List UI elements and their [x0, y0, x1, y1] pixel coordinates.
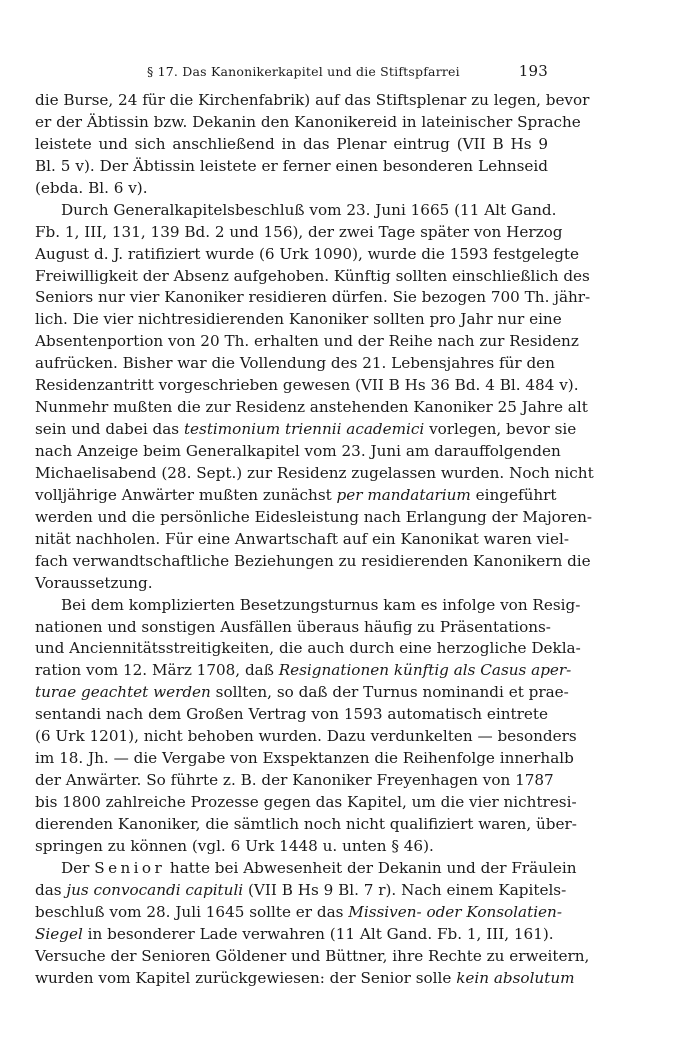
text-line — [35, 353, 555, 375]
text-segment: hatte bei Abwesenheit der Dekanin und der Fräulein — [165, 858, 577, 877]
text-segment: Bl. 5 v). Der Äbtissin leistete er ferner einen besonderen Lehnseid — [35, 156, 548, 175]
text-line — [35, 507, 592, 529]
italic-text: Resignationen künftig als Casus aper- — [278, 661, 572, 680]
italic-text: Missiven- oder Konsolatien- — [348, 902, 562, 921]
text-line — [35, 924, 554, 946]
text-segment: Michaelisabend (28. Sept.) zur Residenz zugelassen wurden. Noch nicht — [35, 463, 594, 482]
text-segment: die Burse, 24 für die Kirchenfabrik) auf das Stiftsplenar zu legen, bevor — [35, 91, 590, 109]
text-segment: August d. J. ratifiziert wurde (6 Urk 1090), wurde die 1593 festgelegte — [35, 244, 580, 263]
text-segment: Fb. 1, III, 131, 139 Bd. 2 und 156), der zwei Tage später von Herzog — [35, 222, 563, 241]
text-segment: Seniors nur vier Kanoniker residieren dürfen. Sie bezogen 700 Th. jähr- — [35, 288, 591, 307]
text-line — [35, 222, 563, 244]
text-line — [35, 595, 581, 617]
text-segment: (6 Urk 1201), nicht behoben wurden. Dazu verdunkelten — besonders — [35, 727, 577, 746]
body-text — [35, 90, 594, 989]
text-line — [35, 134, 548, 156]
text-segment: sollten, so daß der Turnus nominandi et prae- — [210, 683, 569, 702]
text-segment: Absentenportion von 20 Th. erhalten und der Reihe nach zur Residenz — [35, 332, 579, 351]
text-segment: nach Anzeige beim Generalkapitel vom 23. Juni am darauffolgenden — [35, 442, 561, 460]
text-line — [35, 485, 557, 507]
text-segment: Bei dem komplizierten Besetzungsturnus kam es infolge von Resig- — [61, 595, 581, 614]
text-line — [35, 682, 569, 704]
text-segment: (VII B Hs 9 Bl. 7 r). Nach einem Kapitels- — [243, 880, 567, 899]
text-segment: in besonderer Lade verwahren (11 Alt Gand. Fb. 1, III, 161). — [82, 924, 554, 943]
text-line — [35, 792, 577, 814]
text-line — [35, 156, 548, 178]
italic-text: testimonium triennii academici — [183, 420, 425, 439]
text-line — [35, 463, 594, 485]
page-number: 193 — [518, 62, 548, 80]
text-line — [35, 704, 548, 726]
text-line — [35, 90, 590, 112]
text-segment: leistete und sich anschließend in das Plenar eintrug (VII B Hs 9 — [35, 134, 548, 153]
text-segment: Freiwilligkeit der Absenz aufgehoben. Künftig sollten einschließlich des — [35, 266, 590, 285]
text-line — [35, 638, 581, 660]
text-segment: eingeführt — [470, 485, 557, 504]
text-line — [35, 266, 590, 288]
text-line — [35, 244, 580, 266]
text-segment: lich. Die vier nichtresidierenden Kanoniker sollten pro Jahr nur eine — [35, 310, 562, 329]
text-segment: das — [35, 880, 67, 899]
text-line — [35, 617, 551, 639]
text-segment: im 18. Jh. — die Vergabe von Exspektanzen die Reihenfolge innerhalb — [35, 749, 574, 768]
text-segment: beschluß vom 28. Juli 1645 sollte er das — [35, 902, 349, 921]
text-segment: werden und die persönliche Eidesleistung nach Erlangung der Majoren- — [35, 507, 592, 526]
text-segment: Residenzantritt vorgeschrieben gewesen (VII B Hs 36 Bd. 4 Bl. 484 v). — [35, 376, 579, 395]
text-line — [35, 287, 591, 309]
text-segment: und Anciennitätsstreitigkeiten, die auch durch eine herzogliche Dekla- — [35, 639, 581, 658]
text-line — [35, 770, 554, 792]
text-line — [35, 397, 588, 419]
text-segment: ration vom 12. März 1708, daß — [35, 661, 279, 680]
text-segment: Voraussetzung. — [35, 573, 153, 592]
italic-text: turae geachtet werden — [35, 683, 211, 702]
text-line — [35, 375, 579, 397]
text-line — [35, 880, 567, 902]
text-line — [35, 112, 581, 134]
italic-text: kein absolutum — [456, 968, 575, 987]
text-segment: springen zu können (vgl. 6 Urk 1448 u. unten § 46). — [35, 836, 434, 855]
text-segment: dierenden Kanoniker, die sämtlich noch nicht qualifiziert waren, über- — [35, 814, 577, 833]
text-line — [35, 946, 590, 968]
text-line — [35, 551, 591, 573]
text-segment: Nunmehr mußten die zur Residenz anstehenden Kanoniker 25 Jahre alt — [35, 398, 588, 417]
book-page — [35, 62, 594, 989]
text-line — [35, 858, 577, 880]
text-line — [35, 309, 562, 331]
text-line — [35, 814, 577, 836]
spaced-text: Senior — [94, 858, 166, 877]
text-line — [35, 836, 548, 858]
text-line — [35, 726, 577, 748]
text-line — [35, 529, 569, 551]
text-segment: Durch Generalkapitelsbeschluß vom 23. Juni 1665 (11 Alt Gand. — [61, 200, 557, 219]
text-line — [35, 968, 575, 990]
text-segment: der Anwärter. So führte z. B. der Kanoniker Freyenhagen von 1787 — [35, 771, 554, 790]
text-segment: sein und dabei das — [35, 420, 184, 439]
text-line — [35, 178, 548, 200]
text-line — [35, 419, 577, 441]
text-line — [35, 331, 579, 353]
text-segment: bis 1800 zahlreiche Prozesse gegen das Kapitel, um die vier nichtresi- — [35, 793, 577, 811]
text-line — [35, 200, 557, 222]
text-segment: sentandi nach dem Großen Vertrag von 1593 automatisch eintrete — [35, 705, 548, 724]
italic-text: jus convocandi capituli — [66, 880, 244, 899]
text-line — [35, 573, 548, 595]
text-segment: aufrücken. Bisher war die Vollendung des 21. Lebensjahres für den — [35, 354, 555, 373]
text-line — [35, 660, 572, 682]
text-segment: Versuche der Senioren Göldener und Büttner, ihre Rechte zu erweitern, — [35, 946, 590, 965]
italic-text: per mandatarium — [336, 485, 471, 504]
text-segment: vorlegen, bevor sie — [424, 420, 577, 439]
text-line — [35, 441, 561, 463]
text-segment: wurden vom Kapitel zurückgewiesen: der Senior solle — [35, 968, 457, 987]
text-segment: volljährige Anwärter mußten zunächst — [35, 485, 337, 504]
text-segment: Der — [61, 858, 95, 877]
text-segment: er der Äbtissin bzw. Dekanin den Kanonikereid in lateinischer Sprache — [35, 112, 581, 131]
italic-text: Siegel — [35, 924, 83, 943]
text-segment: (ebda. Bl. 6 v). — [35, 178, 148, 197]
page-header — [35, 62, 548, 88]
running-title: § 17. Das Kanonikerkapitel und die Stiftspfarrei — [147, 64, 460, 79]
text-segment: nationen und sonstigen Ausfällen überaus häufig zu Präsentations- — [35, 617, 551, 636]
text-segment: fach verwandtschaftliche Beziehungen zu residierenden Kanonikern die — [35, 551, 591, 570]
text-segment: nität nachholen. Für eine Anwartschaft auf ein Kanonikat waren viel- — [35, 529, 569, 548]
text-line — [35, 748, 574, 770]
text-line — [35, 902, 562, 924]
